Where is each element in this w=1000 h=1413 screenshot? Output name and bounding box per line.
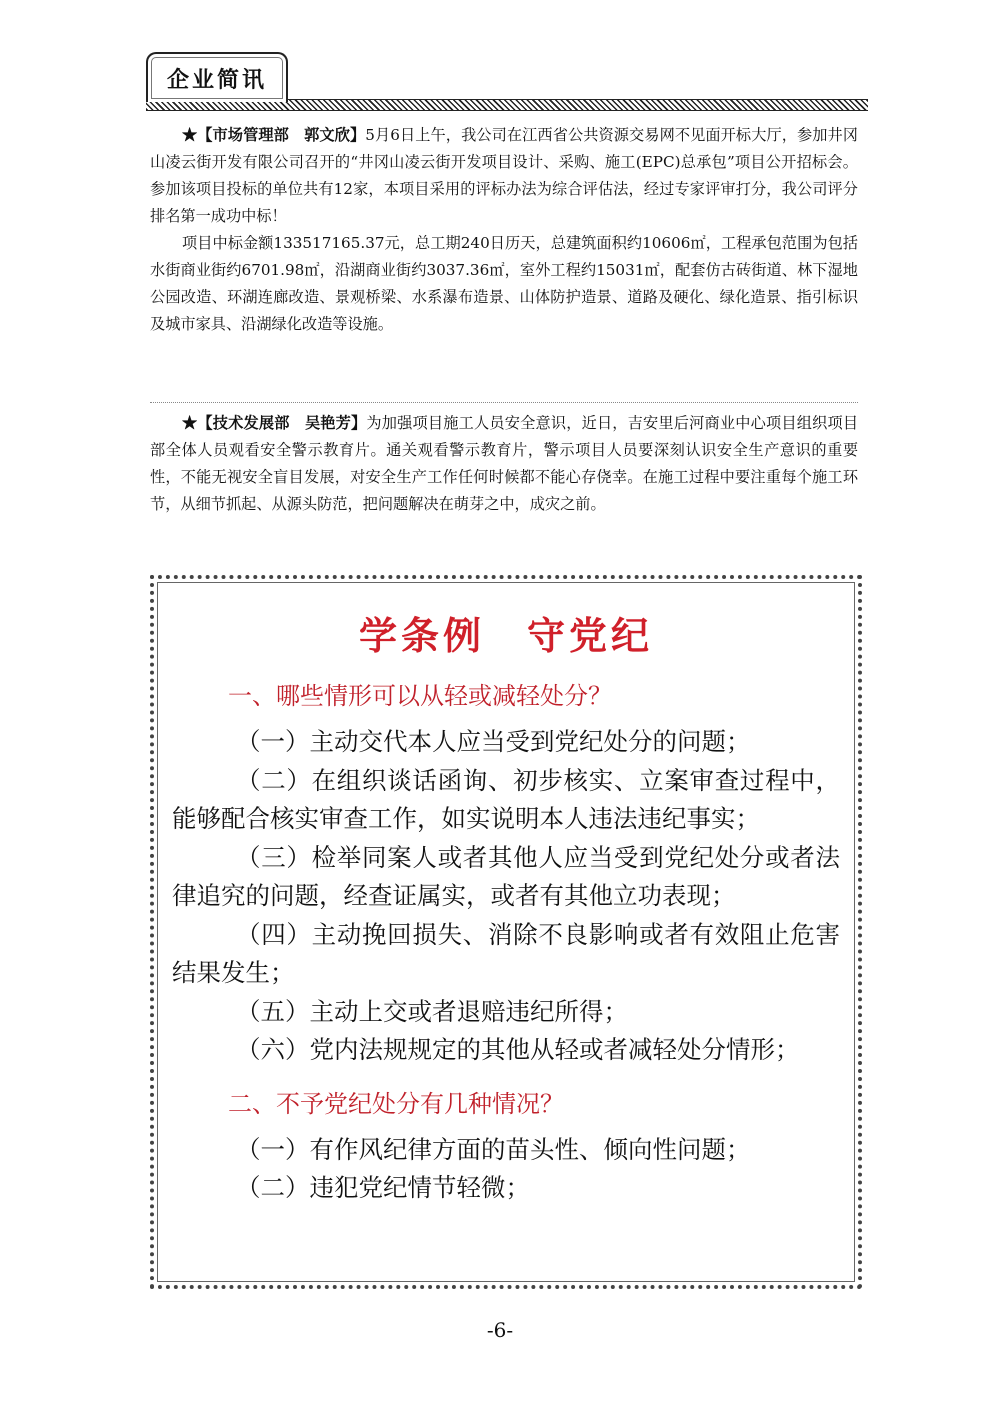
list-item: （二）违犯党纪情节轻微； (236, 1173, 530, 1202)
list-item: （一）有作风纪律方面的苗头性、倾向性问题； (236, 1134, 751, 1164)
article-paragraph (150, 122, 858, 230)
box-title: 学条例 守党纪 (358, 613, 653, 658)
section-heading: 一、哪些情形可以从轻或减轻处分？ (228, 682, 612, 710)
list-item: （二）在组织谈话函询、初步核实、立案审查过程中，能够配合核实审查工作，如实说明本人违法违纪事实； (172, 765, 840, 833)
article-paragraph (150, 410, 858, 518)
article-text: 5月6日上午，我公司在江西省公共资源交易网不见面开标大厅，参加井冈山凌云街开发有限公司召开的“井冈山凌云街开发项目设计、采购、施工(EPC)总承包”项目公开招标会。参加该项目投标的单位共有12家，本项目采用的评标办法为综合评估法，经过专家评审打分，我公司评分排名第一成功中标！ (150, 126, 858, 225)
article-market-management (150, 122, 858, 338)
section-header-tab (146, 52, 288, 102)
section-title: 企业简讯 (166, 67, 267, 93)
article-lead: ★【技术发展部 吴艳芳】 (182, 414, 367, 432)
list-item: （一）主动交代本人应当受到党纪处分的问题； (236, 727, 751, 756)
article-text: 为加强项目施工人员安全意识，近日，吉安里后河商业中心项目组织项目部全体人员观看安全警示教育片。通关观看警示教育片，警示项目人员要深刻认识安全生产意识的重要性，不能无视安全盲目发展，对安全生产工作任何时候都不能心存侥幸。在施工过程中要注重每个施工环节，从细节抓起、从源头防范，把问题解决在萌芽之中，成灾之前。 (150, 414, 859, 513)
page-number: -6- (486, 1318, 514, 1342)
article-lead: ★【市场管理部 郭文欣】 (182, 126, 366, 144)
list-item: （六）党内法规规定的其他从轻或者减轻处分情形； (236, 1035, 800, 1064)
article-paragraph: 项目中标金额133517165.37元，总工期240日历天，总建筑面积约10606㎡，工程承包范围为包括水街商业街约6701.98㎡，沿湖商业街约3037.36㎡，室外工程约15031㎡，配套仿古砖街道、林下湿地公园改造、环湖连廊改造、景观桥梁、水系瀑布造景、山体防护造景、道路及硬化、绿化造景、指引标识及城市家具、沿湖绿化改造等设施。 (150, 234, 858, 333)
list-item: （四）主动挽回损失、消除不良影响或者有效阻止危害结果发生； (172, 919, 840, 987)
section-heading: 二、不予党纪处分有几种情况？ (228, 1089, 564, 1118)
article-separator (150, 402, 858, 403)
list-item: （三）检举同案人或者其他人应当受到党纪处分或者法律追究的问题，经查证属实，或者有其他立功表现； (172, 842, 840, 910)
article-tech-development (150, 410, 858, 518)
list-item: （五）主动上交或者退赔违纪所得； (236, 996, 628, 1026)
party-discipline-box (150, 575, 862, 1289)
